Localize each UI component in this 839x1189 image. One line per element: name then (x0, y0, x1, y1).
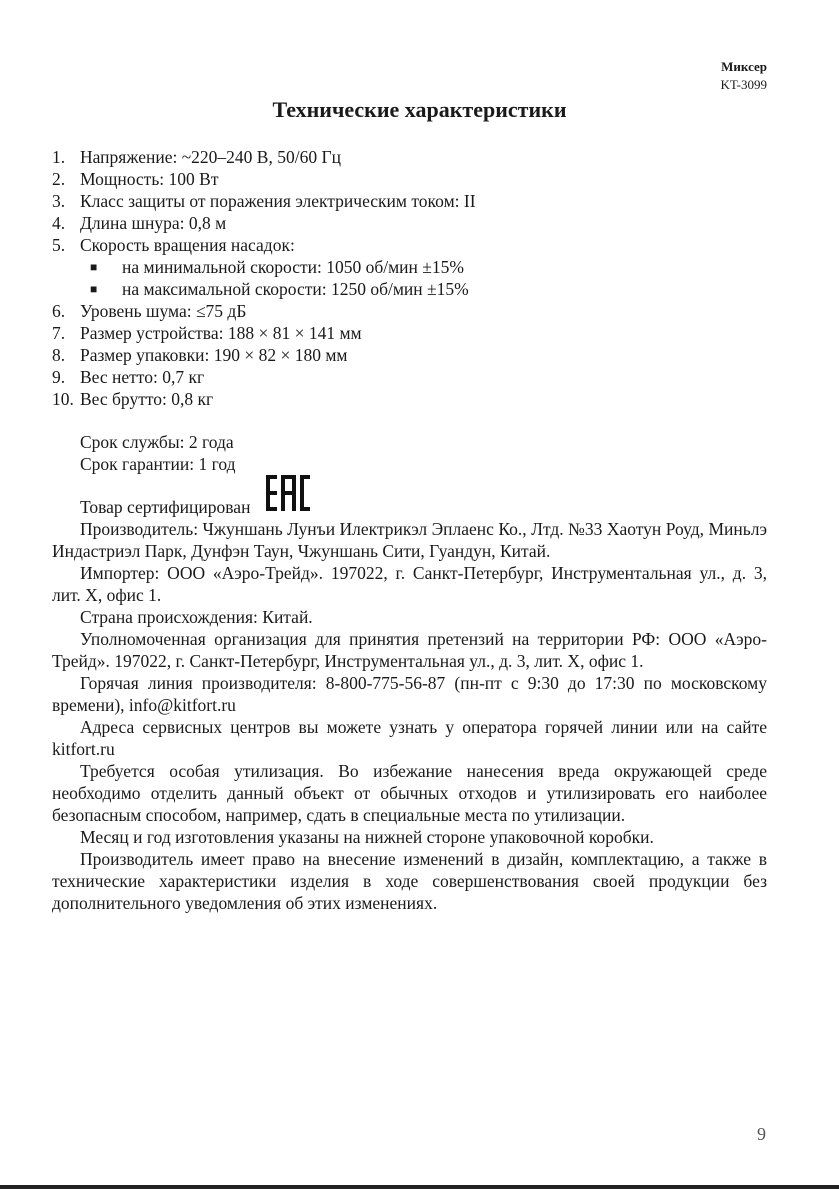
warranty: Срок гарантии: 1 год (80, 454, 236, 474)
page-number: 9 (757, 1124, 766, 1144)
authorized-paragraph: Уполномоченная организация для принятия претензий на территории РФ: ООО «Аэро-Трейд». 197022, г. Санкт-Петербург, Инструментальная ул., д. 3, лит. Х, офис 1. (52, 629, 767, 671)
spec-text: Размер упаковки: 190 × 82 × 180 мм (80, 345, 348, 365)
service-centers-paragraph: Адреса сервисных центров вы можете узнать у оператора горячей линии или на сайте kitfort.ru (52, 717, 767, 759)
manufacturer-paragraph: Производитель: Чжуншань Лунъи Илектрикэл Эплаенс Ко., Лтд. №33 Хаотун Роуд, Миньлэ Индастриэл Парк, Дунфэн Таун, Чжуншань Сити, Гуандун, Китай. (52, 519, 767, 561)
spec-number: 9. (52, 367, 66, 387)
spec-number: 2. (52, 169, 66, 189)
bullet-icon: ■ (90, 282, 98, 296)
spec-text: Класс защиты от поражения электрическим током: II (80, 191, 476, 211)
spec-text: Уровень шума: ≤75 дБ (80, 301, 247, 321)
spec-item (52, 388, 772, 410)
page-title: Технические характеристики (272, 97, 567, 122)
bullet-icon: ■ (90, 260, 98, 274)
origin-paragraph: Страна происхождения: Китай. (80, 607, 313, 627)
speed-sublist-container (52, 256, 772, 300)
manufacture-date-paragraph: Месяц и год изготовления указаны на нижней стороне упаковочной коробки. (80, 827, 654, 847)
spec-number: 6. (52, 301, 66, 321)
header-model: KT-3099 (720, 77, 767, 92)
spec-text: Мощность: 100 Вт (80, 169, 219, 189)
service-life: Срок службы: 2 года (80, 432, 234, 452)
spec-item (52, 190, 772, 212)
running-header (721, 58, 767, 94)
spec-item (52, 300, 772, 322)
speed-item (52, 256, 772, 278)
speed-text: на максимальной скорости: 1250 об/мин ±15% (122, 279, 469, 299)
speed-text: на минимальной скорости: 1050 об/мин ±15% (122, 257, 464, 277)
bottom-rule (0, 1185, 839, 1189)
hotline-paragraph: Горячая линия производителя: 8-800-775-56-87 (пн-пт с 9:30 до 17:30 по московскому времени), info@kitfort.ru (52, 673, 767, 715)
spec-number: 5. (52, 235, 66, 255)
spec-item (52, 234, 772, 256)
importer-paragraph: Импортер: ООО «Аэро-Трейд». 197022, г. Санкт-Петербург, Инструментальная ул., д. 3, лит. Х, офис 1. (52, 563, 767, 605)
spec-item (52, 344, 772, 366)
spec-number: 10. (52, 389, 74, 409)
spec-text: Размер устройства: 188 × 81 × 141 мм (80, 323, 362, 343)
spec-list (52, 146, 772, 410)
speed-item (52, 278, 772, 300)
spec-text: Напряжение: ~220–240 В, 50/60 Гц (80, 147, 341, 167)
spec-item (52, 322, 772, 344)
spec-number: 7. (52, 323, 66, 343)
spec-text: Скорость вращения насадок: (80, 235, 295, 255)
spec-item (52, 366, 772, 388)
changes-paragraph: Производитель имеет право на внесение изменений в дизайн, комплектацию, а также в технические характеристики изделия в ходе совершенствования своей продукции без дополнительного уведомления об этих изменениях. (52, 849, 767, 913)
spec-number: 1. (52, 147, 66, 167)
spec-item (52, 168, 772, 190)
spec-item (52, 212, 772, 234)
certification-row (52, 475, 767, 518)
spec-text: Вес брутто: 0,8 кг (80, 389, 214, 409)
spec-text: Вес нетто: 0,7 кг (80, 367, 205, 387)
speed-sublist (52, 256, 772, 300)
disposal-paragraph: Требуется особая утилизация. Во избежание нанесения вреда окружающей среде необходимо отделить данный объект от обычных отходов и утилизировать его наиболее безопасным способом, например, сдать в специальные места по утилизации. (52, 761, 767, 825)
spec-number: 8. (52, 345, 66, 365)
spec-item (52, 146, 772, 168)
certified-text: Товар сертифицирован (80, 497, 251, 517)
spec-number: 3. (52, 191, 66, 211)
spec-text: Длина шнура: 0,8 м (80, 213, 227, 233)
info-section (52, 431, 767, 914)
eac-logo-icon (266, 475, 310, 516)
header-product: Миксер (721, 59, 767, 74)
spec-number: 4. (52, 213, 66, 233)
